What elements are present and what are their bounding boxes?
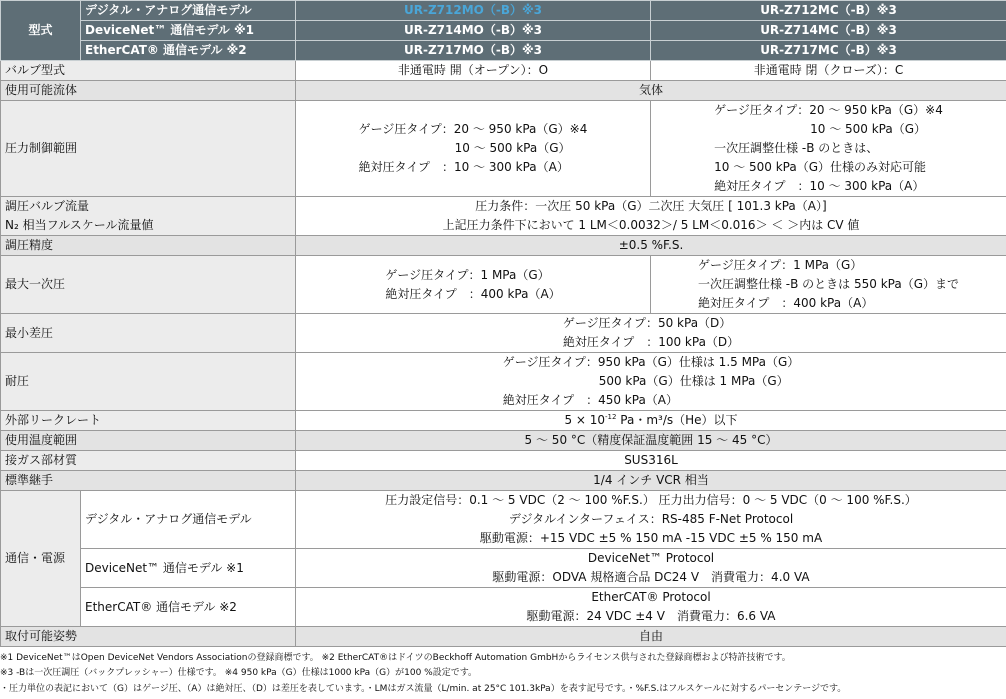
row-proof-pressure xyxy=(1,353,1006,411)
model-label-ethercat: EtherCAT® 通信モデル ※2 xyxy=(81,41,296,61)
label-orientation: 取付可能姿勢 xyxy=(1,627,296,647)
row-fitting xyxy=(1,471,1006,491)
value-flow xyxy=(296,197,1006,236)
model-label-digital: デジタル・アナログ通信モデル xyxy=(81,1,296,21)
label-max-primary: 最大一次圧 xyxy=(1,256,296,314)
row-valve-type xyxy=(1,61,1006,81)
comm-digital-line: デジタルインターフェイス：RS-485 F-Net Protocol xyxy=(508,512,794,526)
comm-ethercat-line: 駆動電源：24 VDC ±4 V 消費電力：6.6 VA xyxy=(526,609,776,623)
pressure-range-mc-line: 10 ～ 500 kPa（G） xyxy=(714,122,927,136)
value-flow-line2: 上記圧力条件下において 1 LM＜0.0032＞/ 5 LM＜0.016＞ ＜ ＞内は CV 値 xyxy=(442,218,860,232)
label-comm: 通信・電源 xyxy=(1,491,81,627)
row-flow xyxy=(1,197,1006,236)
pressure-range-mc-line: 一次圧調整仕様 -B のときは、 xyxy=(714,141,879,155)
comm-ethercat-line: EtherCAT® Protocol xyxy=(591,590,711,604)
value-max-primary-mo xyxy=(296,256,651,314)
value-min-diff xyxy=(296,314,1006,353)
row-pressure-range xyxy=(1,101,1006,197)
label-pressure-range: 圧力制御範囲 xyxy=(1,101,296,197)
model-mc-digital: UR-Z712MC（-B）※3 xyxy=(651,1,1006,21)
label-comm-devicenet: DeviceNet™ 通信モデル ※1 xyxy=(81,549,296,588)
value-flow-line1: 圧力条件：一次圧 50 kPa（G）二次圧 大気圧 [ 101.3 kPa（A）] xyxy=(475,199,827,213)
value-pressure-range-mc xyxy=(651,101,1006,197)
model-mc-ethercat: UR-Z717MC（-B）※3 xyxy=(651,41,1006,61)
label-accuracy: 調圧精度 xyxy=(1,236,296,256)
row-material xyxy=(1,451,1006,471)
max-primary-mc-line: ゲージ圧タイプ：1 MPa（G） xyxy=(697,258,863,272)
label-flow-line2: N₂ 相当フルスケール流量値 xyxy=(5,218,154,232)
pressure-range-mc-line: 絶対圧タイプ ：10 ～ 300 kPa（A） xyxy=(714,179,925,193)
value-fitting: 1/4 インチ VCR 相当 xyxy=(296,471,1006,491)
leak-value-post: Pa・m³/s（He）以下 xyxy=(616,413,738,427)
value-fluid: 気体 xyxy=(296,81,1006,101)
row-leak xyxy=(1,411,1006,431)
label-flow-line1: 調圧バルブ流量 xyxy=(5,199,90,213)
model-mo-digital xyxy=(296,1,651,21)
row-min-diff xyxy=(1,314,1006,353)
proof-line: 500 kPa（G）仕様は 1 MPa（G） xyxy=(502,374,789,388)
value-pressure-range-mo xyxy=(296,101,651,197)
max-primary-mo-line: 絶対圧タイプ ：400 kPa（A） xyxy=(385,286,561,301)
footnote-2: ※3 -Bは一次圧調圧（バックプレッシャー）仕様です。 ※4 950 kPa（G）仕様は1000 kPa（G）が100 %設定です。 xyxy=(0,668,477,678)
min-diff-line: 絶対圧タイプ ：100 kPa（D） xyxy=(562,335,740,349)
row-comm-devicenet xyxy=(1,549,1006,588)
comm-digital-line: 駆動電源：+15 VDC ±5 % 150 mA -15 VDC ±5 % 150 mA xyxy=(479,531,823,545)
max-primary-mo-line: ゲージ圧タイプ：1 MPa（G） xyxy=(385,267,550,282)
model-row-digital xyxy=(1,1,1006,21)
min-diff-line: ゲージ圧タイプ：50 kPa（D） xyxy=(562,316,732,330)
footnote-1: ※1 DeviceNet™はOpen DeviceNet Vendors Associationの登録商標です。 ※2 EtherCAT®はドイツのBeckhoff Automation GmbHからライセンス供与された登録商標および特許技術です。 xyxy=(0,653,791,663)
label-comm-ethercat: EtherCAT® 通信モデル ※2 xyxy=(81,588,296,627)
proof-line: 絶対圧タイプ ：450 kPa（A） xyxy=(502,393,679,407)
pressure-range-mo-line: 10 ～ 500 kPa（G） xyxy=(358,141,571,155)
label-material: 接ガス部材質 xyxy=(1,451,296,471)
leak-value-pre: 5 × 10 xyxy=(564,413,606,427)
value-leak xyxy=(296,411,1006,431)
pressure-range-mc-line: 10 ～ 500 kPa（G）仕様のみ対応可能 xyxy=(714,160,927,174)
comm-devicenet-line: DeviceNet™ Protocol xyxy=(587,551,715,565)
label-fluid: 使用可能流体 xyxy=(1,81,296,101)
label-valve-type: バルブ型式 xyxy=(1,61,296,81)
label-min-diff: 最小差圧 xyxy=(1,314,296,353)
label-flow xyxy=(1,197,296,236)
value-comm-ethercat xyxy=(296,588,1006,627)
comm-devicenet-line: 駆動電源：ODVA 規格適合品 DC24 V 消費電力：4.0 VA xyxy=(492,570,810,584)
value-max-primary-mc xyxy=(651,256,1006,314)
label-comm-digital: デジタル・アナログ通信モデル xyxy=(81,491,296,549)
row-orientation xyxy=(1,627,1006,647)
row-temp xyxy=(1,431,1006,451)
model-row-devicenet xyxy=(1,21,1006,41)
label-fitting: 標準継手 xyxy=(1,471,296,491)
row-comm-digital xyxy=(1,491,1006,549)
row-max-primary xyxy=(1,256,1006,314)
model-category-label: 型式 xyxy=(1,1,81,61)
proof-line: ゲージ圧タイプ：950 kPa（G）仕様は 1.5 MPa（G） xyxy=(502,355,800,369)
value-temp: 5 ～ 50 °C（精度保証温度範囲 15 ～ 45 °C） xyxy=(296,431,1006,451)
model-label-devicenet: DeviceNet™ 通信モデル ※1 xyxy=(81,21,296,41)
value-comm-devicenet xyxy=(296,549,1006,588)
model-mo-devicenet: UR-Z714MO（-B）※3 xyxy=(296,21,651,41)
model-mo-digital-text: UR-Z712MO（-B）※3 xyxy=(403,3,542,17)
value-comm-digital xyxy=(296,491,1006,549)
leak-value-exp: -12 xyxy=(605,413,617,421)
label-proof-pressure: 耐圧 xyxy=(1,353,296,411)
value-valve-mo: 非通電時 開（オープン）：O xyxy=(296,61,651,81)
value-accuracy: ±0.5 %F.S. xyxy=(296,236,1006,256)
value-orientation: 自由 xyxy=(296,627,1006,647)
pressure-range-mc-line: ゲージ圧タイプ：20 ～ 950 kPa（G）※4 xyxy=(714,103,943,117)
max-primary-mc-line: 絶対圧タイプ ：400 kPa（A） xyxy=(697,296,874,310)
value-proof-pressure xyxy=(296,353,1006,411)
row-fluid xyxy=(1,81,1006,101)
value-material: SUS316L xyxy=(296,451,1006,471)
footnote-3: ・圧力単位の表記において（G）はゲージ圧、（A）は絶対圧、（D）は差圧を表しています。・LMはガス流量（L/min. at 25°C 101.3kPa）を表す記号です。・%F.S.はフルスケールに対するパーセンテージです。 xyxy=(0,684,847,694)
label-temp: 使用温度範囲 xyxy=(1,431,296,451)
model-mo-ethercat: UR-Z717MO（-B）※3 xyxy=(296,41,651,61)
comm-digital-line: 圧力設定信号：0.1 ～ 5 VDC（2 ～ 100 %F.S.） 圧力出力信号：0 ～ 5 VDC（0 ～ 100 %F.S.） xyxy=(385,493,917,507)
row-comm-ethercat xyxy=(1,588,1006,627)
pressure-range-mo-line: ゲージ圧タイプ：20 ～ 950 kPa（G）※4 xyxy=(358,122,588,136)
pressure-range-mo-line: 絶対圧タイプ ：10 ～ 300 kPa（A） xyxy=(358,160,569,174)
max-primary-mc-line: 一次圧調整仕様 -B のときは 550 kPa（G）まで xyxy=(697,277,960,291)
model-row-ethercat xyxy=(1,41,1006,61)
model-mc-devicenet: UR-Z714MC（-B）※3 xyxy=(651,21,1006,41)
row-accuracy xyxy=(1,236,1006,256)
value-valve-mc: 非通電時 閉（クローズ）：C xyxy=(651,61,1006,81)
label-leak: 外部リークレート xyxy=(1,411,296,431)
